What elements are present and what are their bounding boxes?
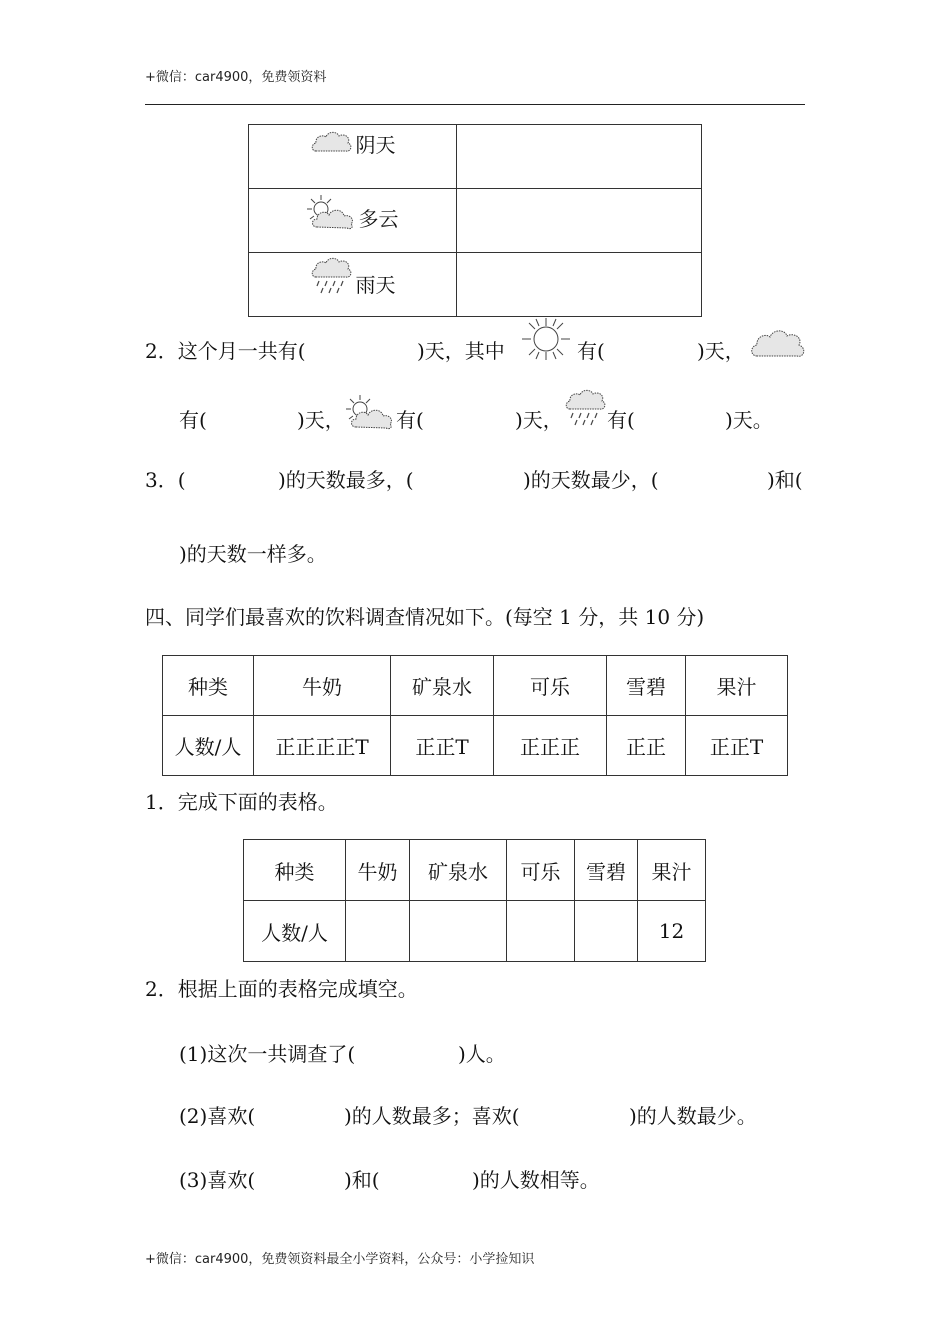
header-cell: 果汁 [638,840,706,901]
tally-cell: 正正正 [494,716,607,776]
q2-text-7: 有( [396,408,424,432]
s4q2-sub1-a: (1)这次一共调查了( [179,1042,356,1066]
answer-cell [410,901,507,962]
q2-text-3: 有( [577,339,605,363]
q2-text-10: )天。 [725,408,773,432]
footer-watermark: +微信：car4900，免费领资料最全小学资料，公众号：小学捡知识 [145,1252,535,1267]
q3-text-1: 3．( [145,468,186,492]
s4q2-sub1-b: )人。 [458,1042,506,1066]
tally-cell: 正正正正T [254,716,391,776]
header-watermark: +微信：car4900，免费领资料 [145,70,327,85]
answer-cell [346,901,410,962]
weather-label-cell [249,189,457,253]
q2-text-5: 有( [179,408,207,432]
drink-tally-table [162,655,788,776]
table-row [163,716,788,776]
weather-label: 多云 [358,207,399,231]
sun-cloud-icon [307,193,357,231]
s4q2-sub2-b: )的人数最多；喜欢( [344,1104,520,1128]
q2-text-2: )天，其中 [417,339,505,363]
weather-value-cell [457,125,702,189]
header-cell: 矿泉水 [391,656,494,716]
q2-text-6: )天， [297,408,345,432]
q2-text-4: )天， [697,339,745,363]
s4q2-sub2-c: )的人数最少。 [629,1104,757,1128]
q2-text-9: 有( [607,408,635,432]
q3-text-2: )的天数最多，( [278,468,414,492]
header-cell: 种类 [244,840,346,901]
rain-cloud-icon [564,389,608,427]
cloud-icon [310,129,354,155]
table-row [249,125,702,189]
section4-title: 四、同学们最喜欢的饮料调查情况如下。(每空 1 分，共 10 分) [145,605,705,629]
weather-label-cell [249,253,457,317]
s4q1-text: 1．完成下面的表格。 [145,790,338,814]
weather-label: 雨天 [355,273,396,297]
s4q2-sub3-c: )的人数相等。 [472,1168,600,1192]
q2-text-8: )天， [515,408,563,432]
header-cell: 雪碧 [575,840,638,901]
header-cell: 可乐 [494,656,607,716]
count-table [243,839,706,962]
sun-icon [518,316,574,362]
weather-label-cell [249,125,457,189]
header-cell: 牛奶 [254,656,391,716]
q3-text-3: )的天数最少，( [523,468,659,492]
weather-value-cell [457,253,702,317]
s4q2-sub3-b: )和( [344,1168,380,1192]
header-cell: 可乐 [507,840,575,901]
q3-text-5: )的天数一样多。 [179,542,327,566]
header-rule [145,104,805,105]
table-row [163,656,788,716]
weather-value-cell [457,189,702,253]
weather-table [248,124,702,317]
s4q2-sub2-a: (2)喜欢( [179,1104,256,1128]
table-row [249,253,702,317]
s4q2-text: 2．根据上面的表格完成填空。 [145,977,418,1001]
s4q2-sub3-a: (3)喜欢( [179,1168,256,1192]
answer-cell [507,901,575,962]
tally-cell: 正正 [607,716,686,776]
cloud-icon [749,327,809,361]
row-label-cell: 人数/人 [163,716,254,776]
header-cell: 种类 [163,656,254,716]
tally-cell: 正正T [686,716,788,776]
header-cell: 牛奶 [346,840,410,901]
table-row [244,901,706,962]
header-cell: 果汁 [686,656,788,716]
q3-text-4: )和( [767,468,803,492]
answer-cell: 12 [638,901,706,962]
sun-cloud-icon [346,393,396,431]
weather-label: 阴天 [355,133,396,157]
table-row [244,840,706,901]
tally-cell: 正正T [391,716,494,776]
answer-cell [575,901,638,962]
header-cell: 矿泉水 [410,840,507,901]
header-cell: 雪碧 [607,656,686,716]
rain-cloud-icon [310,257,354,295]
table-row [249,189,702,253]
q2-text-1: 2．这个月一共有( [145,339,306,363]
row-label-cell: 人数/人 [244,901,346,962]
